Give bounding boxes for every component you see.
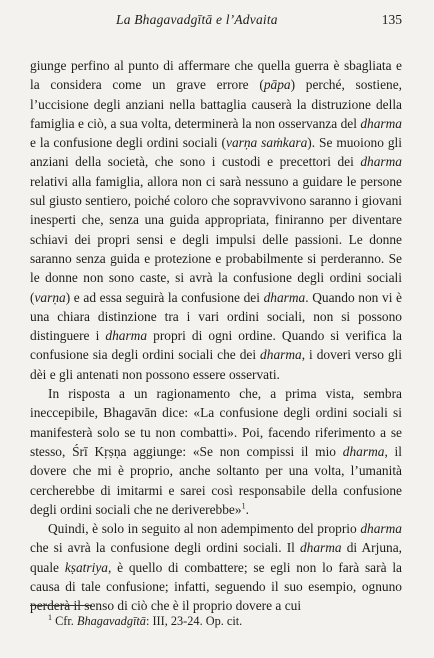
- text-run: , il dovere che mi è proprio, anche soltanto per una volta, l’umanità cercherebbe di imitarmi e sarei così responsabile della confusione degli ordini sociali che ne deriverebbe»: [30, 443, 402, 517]
- italic-term: dharma: [360, 115, 402, 131]
- footnote-reference: 1: [241, 501, 246, 511]
- text-run: ) e ad essa seguirà la confusione dei: [65, 289, 264, 305]
- footnote: [48, 614, 242, 629]
- text-run: che si avrà la confusione degli ordini sociali. Il: [30, 540, 300, 556]
- footnote-suffix: : III, 23-24. Op. cit.: [145, 614, 243, 628]
- italic-term: varṇa: [34, 289, 66, 305]
- footnote-divider: [30, 605, 92, 606]
- text-run: ) perché, sostiene, l’uccisione degli anziani nella battaglia causerà la distruzione della famiglia e ciò, a sua volta, determinerà la non osservanza del: [30, 77, 402, 131]
- text-run: In risposta a un ragionamento che, a prima vista, sembra ineccepibile, Bhagavān dice: «La confusione degli ordini sociali si manifesterà solo se tu non combatti». Poi, facendo riferimento a se stesso, Śrī Kṛṣṇa aggiunge: «Se non compissi il mio: [30, 386, 402, 459]
- text-run: di Arjuna, quale: [30, 540, 402, 575]
- text-run: .: [245, 501, 249, 517]
- italic-term: dharma: [299, 540, 342, 556]
- italic-term: dharma: [360, 154, 402, 170]
- text-run: relativi alla famiglia, allora non ci sarà nessuno a guidare le persone sul giusto sentiero, poiché coloro che sopravvivono saranno i giovani inesperti che, senza una guida appropriata, finiranno per diventare schiavi dei propri sensi e degli impulsi delle passioni. Le donne saranno senza guida e protezione e probabilmente si perderanno. Se le donne non sono caste, si avrà la confusione degli ordini sociali (: [30, 173, 402, 305]
- italic-term: dharma: [105, 328, 148, 344]
- italic-term: dharma: [342, 443, 385, 459]
- text-run: ). Se muoiono gli anziani della società, che sono i custodi e precettori dei: [30, 135, 402, 170]
- italic-term: kṣatriya: [64, 559, 108, 575]
- main-text: [30, 56, 402, 616]
- italic-term: pāpa: [263, 77, 291, 93]
- italic-term: dharma: [263, 289, 306, 305]
- italic-term: dharma: [360, 521, 402, 537]
- text-run: e la confusione degli ordini sociali (: [30, 135, 227, 151]
- text-run: propri di ogni ordine. Quando si verifica la confusione sia degli ordini sociali che dei: [30, 328, 402, 363]
- running-title: La Bhagavadgītā e l’Advaita: [116, 12, 278, 27]
- text-run: giunge perfino al punto di affermare che quella guerra è sbagliata e la considera come un grave errore (: [30, 58, 402, 93]
- paragraph: [30, 384, 402, 519]
- paragraph: [30, 56, 402, 384]
- text-run: Quindi, è solo in seguito al non adempimento del proprio: [48, 521, 361, 537]
- footnote-marker: 1: [48, 612, 52, 622]
- text-run: . Quando non vi è una chiara distinzione tra i vari ordini sociali, non si possono distinguere i: [30, 289, 402, 344]
- page-number: 135: [381, 12, 402, 27]
- footnote-work-title: Bhagavadgītā: [76, 614, 146, 628]
- footnote-prefix: Cfr.: [55, 614, 77, 628]
- text-run: , i doveri verso gli dèi e gli antenati non possono essere osservati.: [30, 347, 402, 382]
- italic-term: dharma: [260, 347, 302, 363]
- paragraph: [30, 519, 402, 615]
- running-header: [30, 12, 402, 34]
- text-run: , è quello di combattere; se egli non lo farà sarà la causa di tale confusione; infatti, seguendo il suo esempio, ognuno perderà il senso di ciò che è il proprio dovere a cui: [30, 559, 402, 614]
- italic-term: varṇa saṁkara: [226, 135, 308, 151]
